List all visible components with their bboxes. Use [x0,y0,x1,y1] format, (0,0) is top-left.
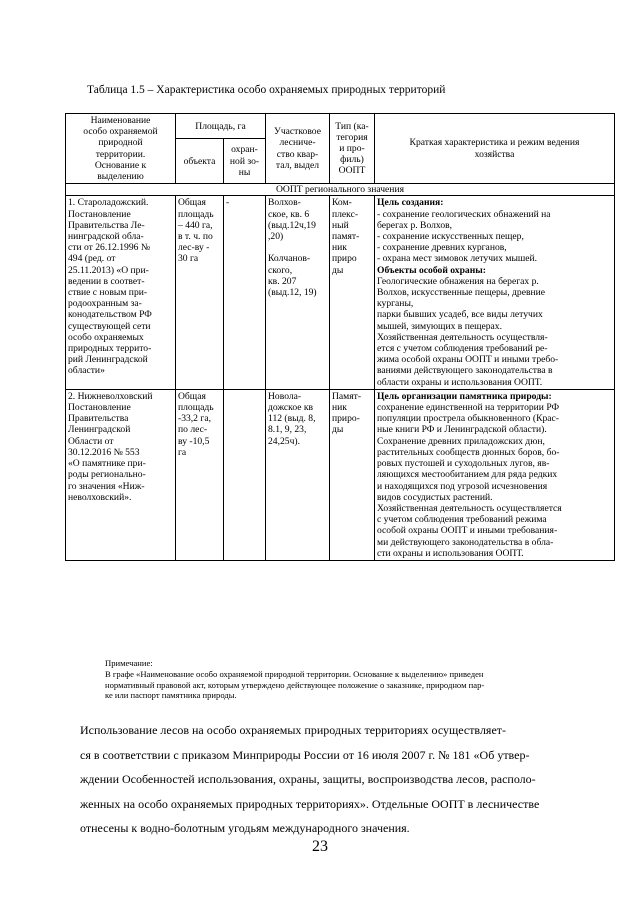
text-line: ник [332,402,347,414]
text-line: в т. ч. по [178,231,213,243]
text-line: - [226,197,230,209]
header-area-object: объекта [176,139,224,184]
text-line: особо охраняемых [68,331,144,343]
text-line: и находящихся под угрозой исчезновения [377,480,548,492]
text-line: Памят- [332,390,362,402]
text-line: природных террито- [68,343,152,355]
text-line [226,391,263,402]
text-line: ке или паспорт памятника природы. [105,690,237,701]
text-line: неволховский». [68,491,132,503]
row1-purpose-list [377,209,612,265]
text-line: отнесены к водно-болотным угодьям международного значения. [80,821,410,836]
row1-forestry [266,196,330,389]
header-description [375,114,615,184]
text-line: хозяйства [474,148,515,160]
text-line: ник [332,242,347,254]
text-line: - сохранение искусственных пещер, [377,231,524,243]
row1-area-object [176,196,224,389]
text-line: Правительства [68,413,129,425]
text-line: и про- [339,143,365,154]
text-line: Участковое [274,126,321,138]
text-line: ми действующего законодательства в обла- [377,536,554,548]
text-line: 30 га [178,253,199,265]
text-line: Колчанов- [268,253,311,265]
text-line: площадь [178,402,214,414]
text-line: видов сосудистых растений. [377,491,493,503]
text-line: 1. Староладожский. [68,197,149,209]
text-line: курганы, [377,298,414,310]
text-line: ждении Особенностей использования, охраны, защиты, воспроизводства лесов, располо- [80,772,536,787]
row1-name [66,196,176,389]
text-line: ООПТ [338,165,366,177]
text-line: существующей сети [68,320,151,332]
text-line: Сохранение древних приладожских дюн, [377,435,545,447]
header-row [66,114,615,139]
text-line: ды [332,264,344,276]
text-line: - сохранение геологических обнажений на [377,208,551,220]
text-line: по лес- [178,424,208,436]
row1-regime [377,332,612,388]
text-line: «О памятнике при- [68,458,146,470]
text-line: мышей, зимующих в пещерах. [377,320,502,332]
row1-type [330,196,375,389]
text-line: – 440 га, [178,219,213,231]
text-line: области охраны и использования ООПТ. [377,376,543,388]
text-line: ровых пустошей и суходольных лугов, яв- [377,458,550,470]
text-line: Постановление [68,402,131,414]
text-line: области» [68,365,105,377]
text-line: ный [332,219,349,231]
text-line: конодательством РФ [68,309,152,321]
text-line: В графе «Наименование особо охраняемой природной территории. Основание к выделению» приведен [105,668,484,679]
row1-objects-title: Объекты особой охраны: [377,264,486,276]
text-line: га [178,446,187,458]
oopt-table [65,113,615,561]
text-line: 24,25ч). [268,435,301,447]
text-line: 494 (ред. от [68,253,116,265]
text-line: особо охраняемой [83,126,158,138]
text-line: ,20) [268,231,284,243]
text-line: Краткая характеристика и режим ведения [409,137,580,149]
section-row [66,184,615,196]
header-area-zone [224,139,266,184]
text-line: дожское кв [268,402,314,414]
text-line: ные книги РФ и Ленинградской области). [377,424,547,436]
table-note [105,658,621,701]
text-line: - охрана мест зимовок летучих мышей. [377,253,538,265]
text-line: Общая [178,390,206,402]
text-line: плекс- [332,208,359,220]
text-line: ся в соответствии с приказом Минприроды России от 16 июля 2007 г. № 181 «Об утвер- [80,747,530,762]
text-line: сти от 26.12.1996 № [68,242,150,254]
text-line: кв. 207 [268,275,297,287]
text-line: Новола- [268,390,302,402]
text-line: приро- [332,413,360,425]
text-line: ство квар- [276,148,319,160]
text-line: ского, [268,264,293,276]
row1-area-zone [224,196,266,389]
text-line: Правительства Ле- [68,219,145,231]
text-line: Волхов- [268,197,301,209]
text-line: территории. [95,148,146,160]
text-line: Хозяйственная деятельность осуществля- [377,331,548,343]
text-line: ское, кв. 6 [268,208,310,220]
text-line: ваниями действующего законодательства в [377,365,553,377]
text-line: площадь [178,208,214,220]
text-line: го значения «Ниж- [68,480,145,492]
text-line: нормативный правовой акт, которым утверждено действующее положение о заказнике, природном пар- [105,679,485,690]
text-line: охран- [231,144,258,156]
row2-area-object [176,389,224,560]
text-line: ствие с новым при- [68,287,148,299]
row2-description [375,389,615,560]
row1-purpose-title: Цель создания: [377,197,444,209]
text-line: женных на особо охраняемых природных территориях». Отдельные ООПТ в лесничестве [80,796,540,811]
text-line: жима особой охраны ООПТ и иными требо- [377,354,559,366]
text-line: ется с учетом соблюдения требований ре- [377,343,548,355]
text-line: Тип (ка- [335,120,369,132]
text-line: приро [332,253,357,265]
text-line: Общая [178,197,206,209]
row2-forestry [266,389,330,560]
text-line: (выд.12, 19) [268,287,317,299]
text-line: 25.11.2013) «О при- [68,264,149,276]
text-line: филь) [340,154,364,166]
text-line: -33,2 га, [178,413,211,425]
table-caption: Таблица 1.5 – Характеристика особо охраняемых природных территорий [87,84,446,96]
text-line: выделению [97,171,144,183]
text-line: особой охраны ООПТ и иными требования- [377,525,558,537]
text-line: роды регионально- [68,469,146,481]
text-line: берегах р. Волхов, [377,219,453,231]
text-line: - сохранение древних курганов, [377,242,507,254]
text-line: памят- [332,231,360,243]
text-line: ву -10,5 [178,435,210,447]
text-line: сохранение единственной на территории РФ [377,402,560,414]
text-line: лесниче- [279,137,316,149]
text-line: (выд.12ч,19 [268,219,316,231]
row2-name [66,389,176,560]
row2-description-text [377,402,612,559]
text-line: ведении в соответ- [68,275,145,287]
body-paragraph [80,718,615,841]
header-type [330,114,375,184]
row2-area-zone [224,389,266,560]
header-forestry [266,114,330,184]
table-row [66,196,615,389]
text-line: с учетом соблюдения требований режима [377,514,547,526]
row2-type [330,389,375,560]
text-line: Геологические обнажения на берегах р. [377,275,539,287]
section-title: ООПТ регионального значения [66,184,615,196]
note-title: Примечание: [105,658,153,668]
row1-description [375,196,615,389]
text-line: популяции прострела обыкновенного (Крас- [377,413,559,425]
text-line: Хозяйственная деятельность осуществляется [377,502,562,514]
text-line: 30.12.2016 № 553 [68,446,140,458]
text-line: 8.1, 9, 23, [268,424,307,436]
page-number: 23 [312,838,328,855]
text-line: Волхов, искусственные пещеры, древние [377,287,546,299]
text-line: природной [98,137,143,149]
row1-objects-list [377,276,612,332]
text-line: Использование лесов на особо охраняемых природных территориях осуществляет- [80,723,507,737]
text-line: ной зо- [229,155,260,167]
text-line: Наименование [90,115,151,126]
text-line: Области от [68,435,114,447]
text-line: ны [238,166,251,178]
text-line: лес-ву - [178,242,210,254]
text-line: Ленинградской [68,424,131,436]
text-line: родоохранным за- [68,298,142,310]
header-name [66,114,176,184]
text-line: ды [332,424,344,436]
text-line: 112 (выд. 8, [268,413,316,425]
text-line: рий Ленинградской [68,354,148,366]
text-line: Основание к [94,159,147,171]
note-text [105,669,621,701]
row2-purpose-title: Цель организации памятника природы: [377,390,552,402]
text-line [268,242,327,253]
text-line: растительных сообществ дюнных боров, бо- [377,446,560,458]
text-line: ляющихся местообитанием для ряда редких [377,469,558,481]
text-line: тегория [336,131,368,143]
text-line: тал, выдел [275,159,320,171]
text-line: сти охраны и использования ООПТ. [377,547,524,559]
text-line: Ком- [332,197,352,209]
header-area: Площадь, га [176,114,266,139]
text-line: Постановление [68,208,131,220]
text-line: 2. Нижневолховский [68,390,153,402]
text-line: парки бывших усадеб, все виды летучих [377,309,543,321]
table-row [66,389,615,560]
text-line: нинградской обла- [68,231,144,243]
